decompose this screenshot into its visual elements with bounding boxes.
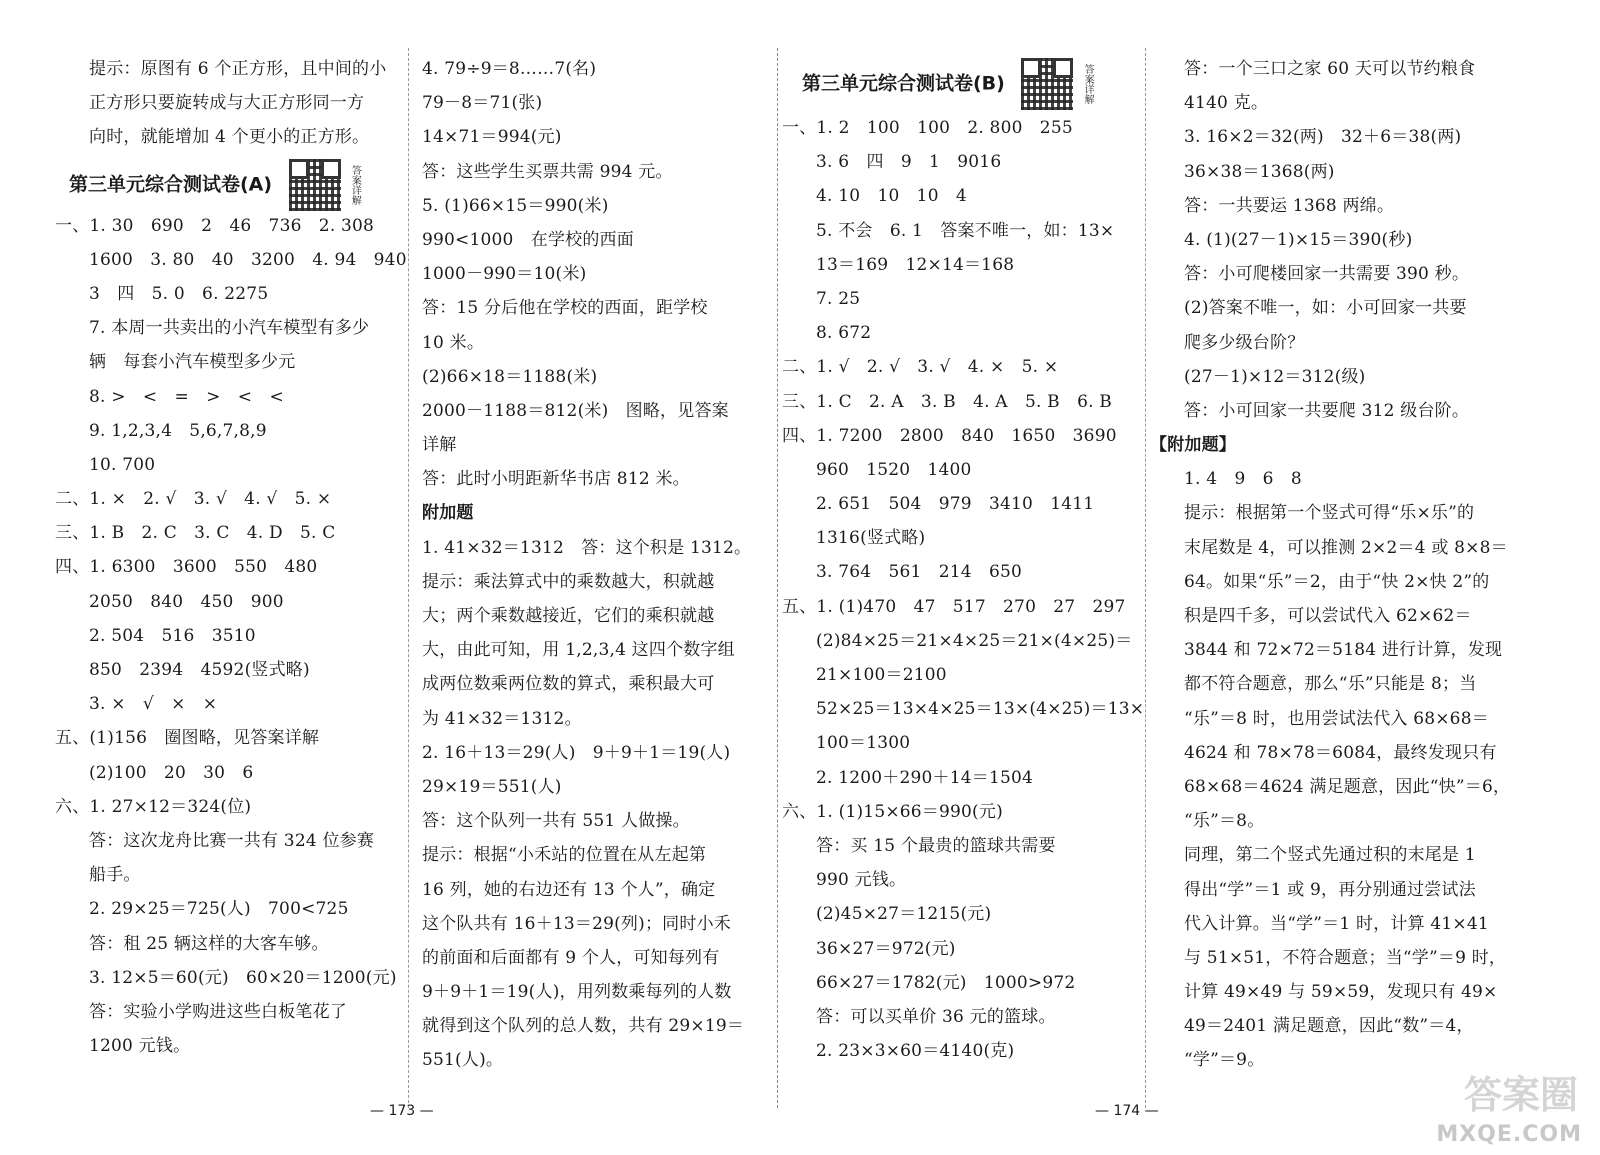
answer-line: 答：小可回家一共要爬 312 级台阶。: [1184, 400, 1470, 421]
answer-line: 计算 49×49 与 59×59，发现只有 49×: [1184, 982, 1498, 1003]
answer-line: 二、1. × 2. √ 3. √ 4. √ 5. ×: [55, 489, 332, 510]
answer-line: 大，由此可知，用 1,2,3,4 这四个数字组: [422, 640, 735, 661]
answer-line: 答：租 25 辆这样的大客车够。: [89, 933, 329, 954]
answer-line: (2)答案不唯一，如：小可回家一共要: [1184, 298, 1467, 319]
section-title: [782, 58, 1142, 108]
answer-line: 2. 16＋13＝29(人) 9＋9＋1＝19(人): [422, 742, 731, 763]
answer-line: 大；两个乘数越接近，它们的乘积就越: [422, 606, 715, 626]
answer-line: 990<1000 在学校的西面: [422, 229, 634, 250]
answer-line: 49＝2401 满足题意，因此“数”＝4，: [1184, 1016, 1474, 1037]
column-3: [782, 58, 1145, 1068]
answer-line: 答：小可爬楼回家一共需要 390 秒。: [1184, 264, 1470, 285]
hint-line: 正方形只要旋转成与大正方形同一方: [89, 93, 365, 114]
watermark-logo: 答案圈: [1463, 1073, 1578, 1117]
answer-line: 三、1. C 2. A 3. B 4. A 5. B 6. B: [782, 391, 1112, 412]
answer-line: 答：这个队列一共有 551 人做操。: [422, 811, 690, 832]
answer-line: 都不符合题意，那么“乐”只能是 8；当: [1184, 674, 1477, 695]
answer-line: 答：这次龙舟比赛一共有 324 位参赛: [89, 830, 375, 851]
column-4: [1150, 52, 1511, 1078]
answer-line: 990 元钱。: [816, 870, 907, 891]
answer-line: 末尾数是 4，可以推测 2×2＝4 或 8×8＝: [1184, 537, 1508, 558]
answer-line: “学”＝9。: [1184, 1050, 1265, 1071]
answer-line: (2)84×25＝21×4×25＝21×(4×25)＝: [816, 630, 1133, 651]
answer-line: 1316(竖式略): [816, 528, 926, 549]
answer-line: 积是四千多，可以尝试代入 62×62＝: [1184, 606, 1472, 626]
answer-line: 答：一个三口之家 60 天可以节约粮食: [1184, 59, 1476, 79]
answer-line: 3. 764 561 214 650: [816, 562, 1023, 583]
answer-line: 960 1520 1400: [816, 459, 972, 480]
answer-line: 二、1. √ 2. √ 3. √ 4. × 5. ×: [782, 357, 1059, 378]
answer-line: 4140 克。: [1184, 93, 1269, 114]
column-divider: [1145, 48, 1146, 1108]
answer-line: (2)100 20 30 6: [89, 762, 254, 783]
answer-line: 答：15 分后他在学校的西面，距学校: [422, 298, 708, 319]
answer-line: 辆 每套小汽车模型多少元: [89, 352, 296, 373]
answer-line: 答：可以买单价 36 元的篮球。: [816, 1006, 1056, 1027]
answer-line: “乐”＝8。: [1184, 811, 1265, 832]
answer-line: 代入计算。当“学”＝1 时，计算 41×41: [1184, 913, 1489, 934]
answer-line: 爬多少级台阶？: [1184, 332, 1305, 353]
answer-line: 3. × √ × ×: [89, 694, 218, 715]
answer-line: 1200 元钱。: [89, 1036, 191, 1057]
section-title: [55, 159, 405, 209]
answer-line: 六、1. 27×12＝324(位): [55, 796, 252, 817]
answer-line: 三、1. B 2. C 3. C 4. D 5. C: [55, 523, 336, 544]
answer-line: 21×100＝2100: [816, 665, 947, 685]
column-divider: [777, 48, 778, 1108]
qr-label: 答案详解: [1082, 64, 1094, 104]
answer-line: 4. 79÷9＝8……7(名): [422, 59, 597, 79]
answer-line: 四、1. 7200 2800 840 1650 3690: [782, 425, 1117, 446]
answer-line: 3844 和 72×72＝5184 进行计算，发现: [1184, 640, 1503, 661]
section-title-text: 第三单元综合测试卷(B): [802, 72, 1005, 95]
answer-line: 3. 12×5＝60(元) 60×20＝1200(元): [89, 967, 397, 988]
answer-line: 10 米。: [422, 332, 485, 353]
answer-line: 答：买 15 个最贵的篮球共需要: [816, 835, 1056, 856]
answer-line: 提示：根据第一个竖式可得“乐×乐”的: [1184, 503, 1475, 524]
answer-list: [782, 111, 1145, 1068]
answer-line: 7. 本周一共卖出的小汽车模型有多少: [89, 318, 370, 339]
answer-line: 64。如果“乐”＝2，由于“快 2×快 2”的: [1184, 571, 1490, 592]
answer-line: 得出“学”＝1 或 9，再分别通过尝试法: [1184, 879, 1476, 900]
answer-line: 1600 3. 80 40 3200 4. 94 940: [89, 249, 407, 270]
answer-line: 与 51×51，不符合题意；当“学”＝9 时，: [1184, 947, 1507, 968]
answer-line: (2)45×27＝1215(元): [816, 904, 992, 925]
answer-line: 2. 651 504 979 3410 1411: [816, 494, 1095, 515]
answer-line: 一、1. 30 690 2 46 736 2. 308: [55, 215, 375, 236]
answer-line: 16 列，她的右边还有 13 个人”，确定: [422, 879, 716, 900]
answer-line: 的前面和后面都有 9 个人，可知每列有: [422, 947, 720, 968]
answer-line: 68×68＝4624 满足题意，因此“快”＝6，: [1184, 776, 1511, 797]
answer-line: 同理，第二个竖式先通过积的末尾是 1: [1184, 845, 1476, 866]
answer-line: 4624 和 78×78＝6084，最终发现只有: [1184, 742, 1497, 763]
answer-line: 7. 25: [816, 288, 861, 309]
answer-line: 答：实验小学购进这些白板笔花了: [89, 1001, 347, 1022]
qr-label: 答案详解: [349, 164, 361, 205]
answer-line: 五、(1)156 圈图略，见答案详解: [55, 728, 320, 749]
answer-line: 【附加题】: [1150, 435, 1236, 456]
answer-line: 1. 41×32＝1312 答：这个积是 1312。: [422, 537, 752, 558]
answer-line: 14×71＝994(元): [422, 127, 562, 148]
answer-line: 3. 6 四 9 1 9016: [816, 152, 1002, 173]
answer-line: 9＋9＋1＝19(人)，用列数乘每列的人数: [422, 982, 732, 1003]
answer-line: 成两位数乘两位数的算式，乘积最大可: [422, 674, 715, 695]
section-title-text: 第三单元综合测试卷(A): [69, 173, 273, 196]
qr-code-icon[interactable]: [289, 159, 341, 211]
answer-line: 五、1. (1)470 47 517 270 27 297: [782, 596, 1126, 617]
answer-list: [1150, 52, 1511, 1078]
answer-line: 一、1. 2 100 100 2. 800 255: [782, 118, 1073, 138]
answer-line: 2. 504 516 3510: [89, 625, 256, 646]
watermark-url: MXQE.COM: [1436, 1122, 1582, 1147]
answer-line: (27－1)×12＝312(级): [1184, 366, 1366, 387]
answer-line: (2)66×18＝1188(米): [422, 366, 598, 387]
answer-line: 10. 700: [89, 454, 156, 475]
answer-line: 2000－1188＝812(米) 图略，见答案: [422, 400, 729, 421]
answer-line: 850 2394 4592(竖式略): [89, 660, 310, 680]
answer-line: 8. > < = > < <: [89, 386, 284, 407]
answer-line: 100＝1300: [816, 733, 911, 754]
answer-line: 船手。: [89, 865, 141, 886]
answer-line: 4. (1)(27－1)×15＝390(秒): [1184, 229, 1413, 250]
answer-line: 答：这些学生买票共需 994 元。: [422, 161, 673, 182]
answer-list: [422, 52, 777, 1078]
column-1: [55, 52, 405, 1063]
answer-line: 就得到这个队列的总人数，共有 29×19＝: [422, 1016, 745, 1037]
answer-line: 2. 1200＋290＋14＝1504: [816, 767, 1034, 788]
answer-line: 5. 不会 6. 1 答案不唯一，如：13×: [816, 220, 1115, 241]
hint-line: 提示：原图有 6 个正方形，且中间的小: [89, 59, 387, 79]
answer-line: 52×25＝13×4×25＝13×(4×25)＝13×: [816, 699, 1145, 720]
page-number-right: — 174 —: [1095, 1103, 1159, 1119]
answer-line: 提示：根据“小禾站的位置在从左起第: [422, 845, 707, 866]
answer-line: 附加题: [422, 503, 474, 524]
qr-code-icon[interactable]: [1021, 58, 1073, 110]
answer-line: 3 四 5. 0 6. 2275: [89, 283, 269, 304]
answer-line: 答：此时小明距新华书店 812 米。: [422, 469, 690, 490]
answer-line: 答：一共要运 1368 两绵。: [1184, 195, 1395, 216]
answer-line: 2. 23×3×60＝4140(克): [816, 1041, 1015, 1062]
answer-line: 79－8＝71(张): [422, 93, 543, 114]
answer-line: 4. 10 10 10 4: [816, 186, 967, 207]
answer-line: 2. 29×25＝725(人) 700<725: [89, 899, 349, 920]
answer-line: 1000－990＝10(米): [422, 264, 587, 285]
answer-line: 六、1. (1)15×66＝990(元): [782, 801, 1003, 822]
answer-line: “乐”＝8 时，也用尝试法代入 68×68＝: [1184, 708, 1489, 729]
answer-line: 13＝169 12×14＝168: [816, 254, 1015, 275]
answer-line: 9. 1,2,3,4 5,6,7,8,9: [89, 420, 267, 441]
answer-line: 5. (1)66×15＝990(米): [422, 195, 609, 216]
hint-line: 向时，就能增加 4 个更小的正方形。: [89, 127, 370, 148]
answer-line: 详解: [422, 435, 457, 456]
answer-line: 2050 840 450 900: [89, 591, 284, 612]
answer-line: 为 41×32＝1312。: [422, 708, 582, 729]
answer-line: 1. 4 9 6 8: [1184, 469, 1302, 490]
answer-line: 四、1. 6300 3600 550 480: [55, 557, 318, 578]
answer-line: 提示：乘法算式中的乘数越大，积就越: [422, 571, 715, 592]
answer-line: 36×27＝972(元): [816, 938, 956, 959]
answer-line: 36×38＝1368(两): [1184, 161, 1335, 182]
answer-line: 8. 672: [816, 323, 872, 344]
answer-list: [55, 209, 405, 1064]
answer-line: 这个队共有 16＋13＝29(列)；同时小禾: [422, 913, 731, 934]
answer-line: 29×19＝551(人): [422, 776, 562, 797]
page-number-left: — 173 —: [370, 1103, 434, 1119]
hint-block: [55, 52, 405, 155]
answer-line: 551(人)。: [422, 1050, 504, 1071]
answer-line: 3. 16×2＝32(两) 32＋6＝38(两): [1184, 127, 1462, 148]
column-divider: [408, 48, 409, 1108]
column-2: [422, 52, 777, 1078]
answer-line: 66×27＝1782(元) 1000>972: [816, 972, 1076, 993]
